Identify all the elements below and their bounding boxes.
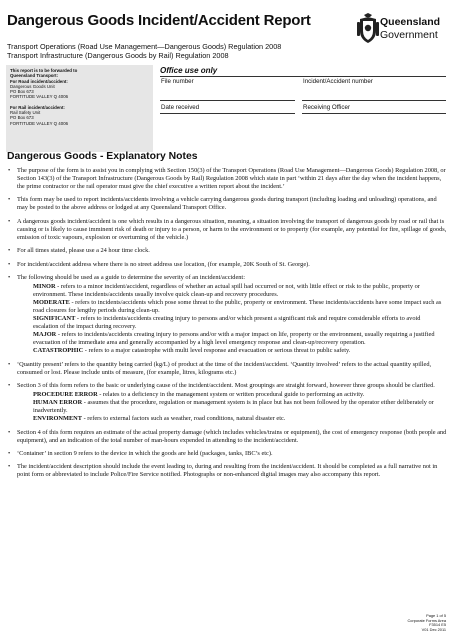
severity-major: MAJOR - refers to incidents/accidents creating injury to persons and/or with a major impact on life, property or the environment, usually requiring a justified evacuation of the immediate area and generally accompanied by a high level emergency response and clean-up/recovery operation. — [33, 331, 435, 347]
note-address: • For incident/accident address where there is no street address use location, (for example, 20K South of St. George). — [6, 261, 447, 269]
cause-procedure-error: PROCEDURE ERROR - relates to a deficiency in the management system or written procedural guide to performing an activity. — [33, 391, 365, 399]
page-footer — [408, 614, 447, 633]
note-severity-guide: • The following should be used as a guide to determine the severity of an incident/accident: — [6, 274, 447, 282]
note-description: • The incident/accident description should include the event leading to, during and resulting from the incident/accident. It should be completed as a full narrative not in point form or abbreviated to include Police/Fire Service notified. Photographs or non-enhanced digital images may also accompany this report. — [6, 463, 447, 479]
incident-number-label: Incident/Accident number — [303, 78, 373, 85]
page-title: Dangerous Goods Incident/Accident Report — [7, 12, 311, 29]
footer-version: V01 Dec 2011 — [421, 627, 446, 633]
footer-form-code: F3514 E5 — [429, 622, 446, 628]
cause-environment: ENVIRONMENT - refers to external factors such as weather, road conditions, natural disaster etc. — [33, 415, 286, 423]
cause-human-error: HUMAN ERROR - assumes that the procedure, regulation or management system is in place but has not been followed by the operator either deliberately or inadvertently. — [33, 399, 434, 415]
road-address-line: Dangerous Goods Unit — [10, 83, 55, 89]
subtitle-line-road: Transport Operations (Road Use Management—Dangerous Goods) Regulation 2008 — [7, 42, 282, 51]
note-purpose: • The purpose of the form is to assist you in complying with Section 150(3) of the Transport Operations (Road Use Management—Dangerous Goods) Regulation 2008, or Section 143(3) of the Transport Infrastructure (Dangerous Goods by Rail) Regulation 2008 which state in part ‘within 21 days after the day when the incident happens, the prime contractor or the rail operator must give the chief executive a written report about the incident.’ — [6, 167, 447, 191]
note-container: • ‘Container’ in section 9 refers to the device in which the goods are held (packages, tanks, IBC’s etc). — [6, 450, 447, 458]
file-number-field[interactable] — [160, 100, 295, 101]
page-subtitle — [7, 42, 281, 60]
road-address-line: PO Box 673 — [10, 89, 34, 95]
note-definition: • A dangerous goods incident/accident is one which results in a dangerous situation, meaning, a situation involving the transport of dangerous goods by road or rail that is causing or is likely to cause imminent risk of death or injury to a person, or harm to the environment or to property (for example, any potential for fire, spillage of goods, emission of toxic vapours, explosion or overturning of the vehicle.) — [6, 218, 447, 242]
severity-significant: SIGNIFICANT - refers to incidents/accidents creating injury to persons and/or which present a significant risk and require considerable efforts to avoid escalation of the impact during recovery. — [33, 315, 421, 331]
rail-address-line: PO Box 673 — [10, 115, 34, 121]
footer-forms-area: Corporate Forms Area — [407, 617, 446, 623]
page-number: Page 1 of 5 — [426, 613, 446, 618]
forward-heading-1: This report is to be forwarded to — [10, 68, 78, 73]
subtitle-line-rail: Transport Infrastructure (Dangerous Goods by Rail) Regulation 2008 — [7, 51, 229, 60]
severity-minor: MINOR - refers to a minor incident/accident, regardless of whether an actual spill had occurred or not, with little effect or risk to the public, property or environment. These incidents/accidents usually involve quick clean-up and recovery procedures. — [33, 283, 420, 299]
office-use-title: Office use only — [160, 66, 218, 75]
road-address-label: For Road incident/accident: — [10, 78, 68, 84]
severity-moderate: MODERATE - refers to incidents/accidents which pose some threat to the public, property or environment. These incidents/accidents have some impact such as road closures for lengthy periods during clean-up. — [33, 299, 442, 315]
date-received-label: Date received — [161, 104, 200, 111]
office-use-rule — [160, 76, 446, 77]
rail-address-label: For Rail incident/accident: — [10, 104, 65, 110]
rail-address-line: FORTITUDE VALLEY Q 4006 — [10, 120, 69, 126]
file-number-label: File number — [161, 78, 194, 85]
explanatory-notes-title: Dangerous Goods - Explanatory Notes — [7, 151, 198, 162]
severity-catastrophic: CATASTROPHIC - refers to a major catastrophe with multi level response and evacuation or serious threat to public safety. — [33, 347, 351, 355]
logo-text-queensland: Queensland — [380, 16, 441, 28]
road-address-line: FORTITUDE VALLEY Q 4006 — [10, 94, 69, 100]
severity-levels — [6, 283, 447, 355]
explanatory-notes — [6, 167, 447, 485]
logo-text-government: Government — [380, 29, 438, 41]
note-form-use: • This form may be used to report incidents/accidents involving a vehicle carrying dangerous goods during transport (including loading and unloading) operations, and may be posted to the above address or lodged at any Queensland Transport Office. — [6, 196, 447, 212]
cause-groups — [6, 391, 447, 423]
receiving-officer-field[interactable] — [302, 113, 446, 114]
forward-heading-2: Queensland Transport: — [10, 73, 59, 79]
note-section-4: • Section 4 of this form requires an estimate of the actual property damage (which includes vehicles/trains or equipment), the cost of emergency response (both people and equipment), and an indication of the total number of man-hours expended in attending to the incident/accident. — [6, 429, 447, 445]
forwarding-address-box — [6, 65, 153, 152]
note-time-clock: • For all times stated, please use a 24 hour time clock. — [6, 247, 447, 255]
note-quantity: • ‘Quantity present’ refers to the quantity being carried (kg/L) of product at the time of the incident/accident. ‘Quantity involved’ refers to the actual quantity spilled, consumed or lost. Please include units of measure, (for example, litres, kilograms etc.) — [6, 361, 447, 377]
date-received-field[interactable] — [160, 113, 295, 114]
incident-number-field[interactable] — [302, 100, 446, 101]
rail-address-line: Rail Safety Unit — [10, 110, 41, 116]
note-section-3: • Section 3 of this form refers to the basic or underlying cause of the incident/accident. Most groupings are straight forward, however three groups should be clarified. — [6, 382, 447, 390]
receiving-officer-label: Receiving Officer — [303, 104, 350, 111]
